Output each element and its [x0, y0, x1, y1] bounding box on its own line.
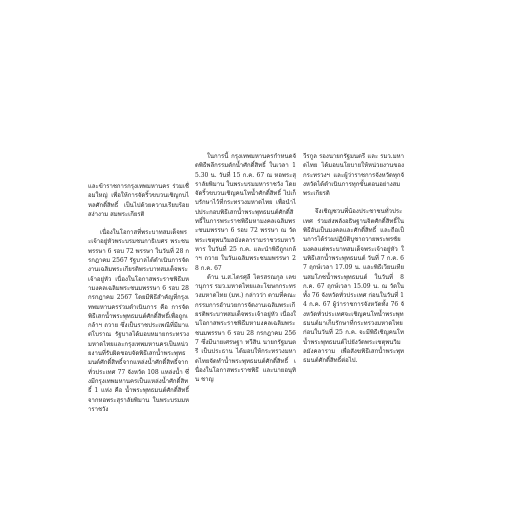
article-column-1: [88, 182, 189, 427]
article-paragraph: วีรกูล รองนายกรัฐมนตรี และ รมว.มหาดไทย ได้มอบนโยบายให้หน่วยงานของกระทรวงฯ และผู้ว่าราชการจังหวัดทุกจังหวัดได้ดำเนินการทุกขั้นตอนอย่างสมพระเกียรติ: [303, 153, 404, 198]
article-paragraph: และข้าราชการกรุงเทพมหานคร ร่วมเชื่อมใหญ่ เพื่อให้การจัดริ้วขบวนเชิญกบไหลศักดิ์สิทธิ์ เป็นไปด้วยความเรียบร้อย สง่างาม สมพระเกียรติ: [88, 183, 189, 218]
article-paragraph: เนื่องในโอกาสที่พระบาทสมเด็จพระเจ้าอยู่หัวพระบรมชนกาธิเบศร พระชนพรรษา 6 รอบ 72 พรรษา ในวันที่ 28 กรกฎาคม 2567 รัฐบาลได้ดำเนินการจัดงานเฉลิมพระเกียรติพระบาทสมเด็จพระเจ้าอยู่หัว เนื่องในโอกาสพระราชพิธีมหามงคลเฉลิมพระชนมพรรษา 6 รอบ 28 กรกฎาคม 2567 โดยมีพิธีสำคัญที่กรุงเทพมหานครร่วมดำเนินการ คือ การจัดพิธีเสกน้ำพระพุทธมนต์ศักดิ์สิทธิ์เพื่อถูกเกล้าฯ ถวาย ซึ่งเป็นราชประเพณีที่มีมาแต่โบราณ รัฐบาลได้มอบหมายกระทรวงมหาดไทยและกรุงเทพมหานครเป็นหน่วยงานที่รับผิดชอบจัดพิธีเสกน้ำพระพุทธมนต์ศักดิ์สิทธิ์จากแหล่งน้ำศักดิ์สิทธิ์จากทั่วประเทศ 77 จังหวัด 108 แหล่งน้ำ ซึ่งมีกรุงเทพมหานครเป็นแหล่งน้ำศักดิ์สิทธิ์ 1 แห่ง คือ น้ำพระพุทธมนต์ศักดิ์สิทธิ์ จากหอพระสุราลัยพิมาน ในพระบรมมหาราชวัง: [88, 229, 189, 413]
article-paragraph: จึงเชิญชวนพี่น้องประชาชนทั่วประเทศ ร่วมส่งพลังอธิษฐานจิตศักดิ์สิทธิ์ในพิธีอันเป็นมงคลและศักดิ์สิทธิ์ และถือเป็นการได้ร่วมปฏิบัติบูชาถวายพระพรชัยมงคลแด่พระบาทสมเด็จพระเจ้าอยู่หัว ในพิธีเสกน้ำพระพุทธมนต์ วันที่ 7 ก.ค. 67 ฤกษ์เวลา 17.09 น. และพิธีเวียนเทียนสมโภชน้ำพระพุทธมนต์ ในวันที่ 8 ก.ค. 67 ฤกษ์เวลา 15.09 น. ณ วัดในทั้ง 76 จังหวัดทั่วประเทศ ก่อนในวันที่ 14 ก.ค. 67 ผู้ว่าราชการจังหวัดทั้ง 76 จังหวัดทั่วประเทศจะเชิญคนโทน้ำพระพุทธมนต์มาเก็บรักษาที่กระทรวงมหาดไทย ก่อนในวันที่ 25 ก.ค. จะมีพิธีเชิญคนโทน้ำพระพุทธมนต์ไปยังวัดพระเชตุพนวิมลมังคลาราม เพื่อสังฆพิธีเสกน้ำพระพุทธมนต์ศักดิ์สิทธิ์ต่อไป.: [303, 208, 404, 365]
article-column-3: [303, 152, 404, 392]
article-paragraph: ในการนี้ กรุงเทพมหานครกำหนดจัดพิธีพลีกรรมตักน้ำศักดิ์สิทธิ์ ในเวลา 15.30 น. วันที่ 15 ก.ค. 67 ณ หอพระสุราลัยพิมาน ในพระบรมมหาราชวัง โดยจัดริ้วขบวนเชิญคนโทน้ำศักดิ์สิทธิ์ ไปเก็บรักษาไว้ที่กระทรวงมหาดไทย เพื่อนำไปประกอบพิธีเสกน้ำพระพุทธมนต์ศักดิ์สิทธิ์ในการพระราชพิธีมหามงคลเฉลิมพระชนมพรรษา 6 รอบ 72 พรรษา ณ วัดพระเชตุพนวิมลมังคลารามราชวรมหาวิหาร ในวันที่ 25 ก.ค. และนำพิธีถูกเกล้าฯ ถวาย ในวันเฉลิมพระชนมพรรษา 28 ก.ค. 67: [195, 153, 296, 272]
article-column-2: [195, 152, 297, 384]
article-paragraph: ด้าน น.ส.ไตรศุลี ไตรสรณกุล เลขานุการ รมว.มหาดไทยและโฆษกกระทรวงมหาดไทย (มท.) กล่าวว่า ตามที่คณะกรรมการอำนวยการจัดงานเฉลิมพระเกียรติพระบาทสมเด็จพระเจ้าอยู่หัว เนื่องในโอกาสพระราชพิธีมหามงคลเฉลิมพระชนมพรรษา 6 รอบ 28 กรกฎาคม 2567 ซึ่งมีนายเศรษฐา ทวีสิน นายกรัฐมนตรี เป็นประธาน ได้มอบให้กระทรวงมหาดไทยจัดทำน้ำพระพุทธมนต์ศักดิ์สิทธิ์ เนื่องในโอกาสพระราชพิธี และนายอนุทิน ชาญ: [195, 273, 297, 384]
